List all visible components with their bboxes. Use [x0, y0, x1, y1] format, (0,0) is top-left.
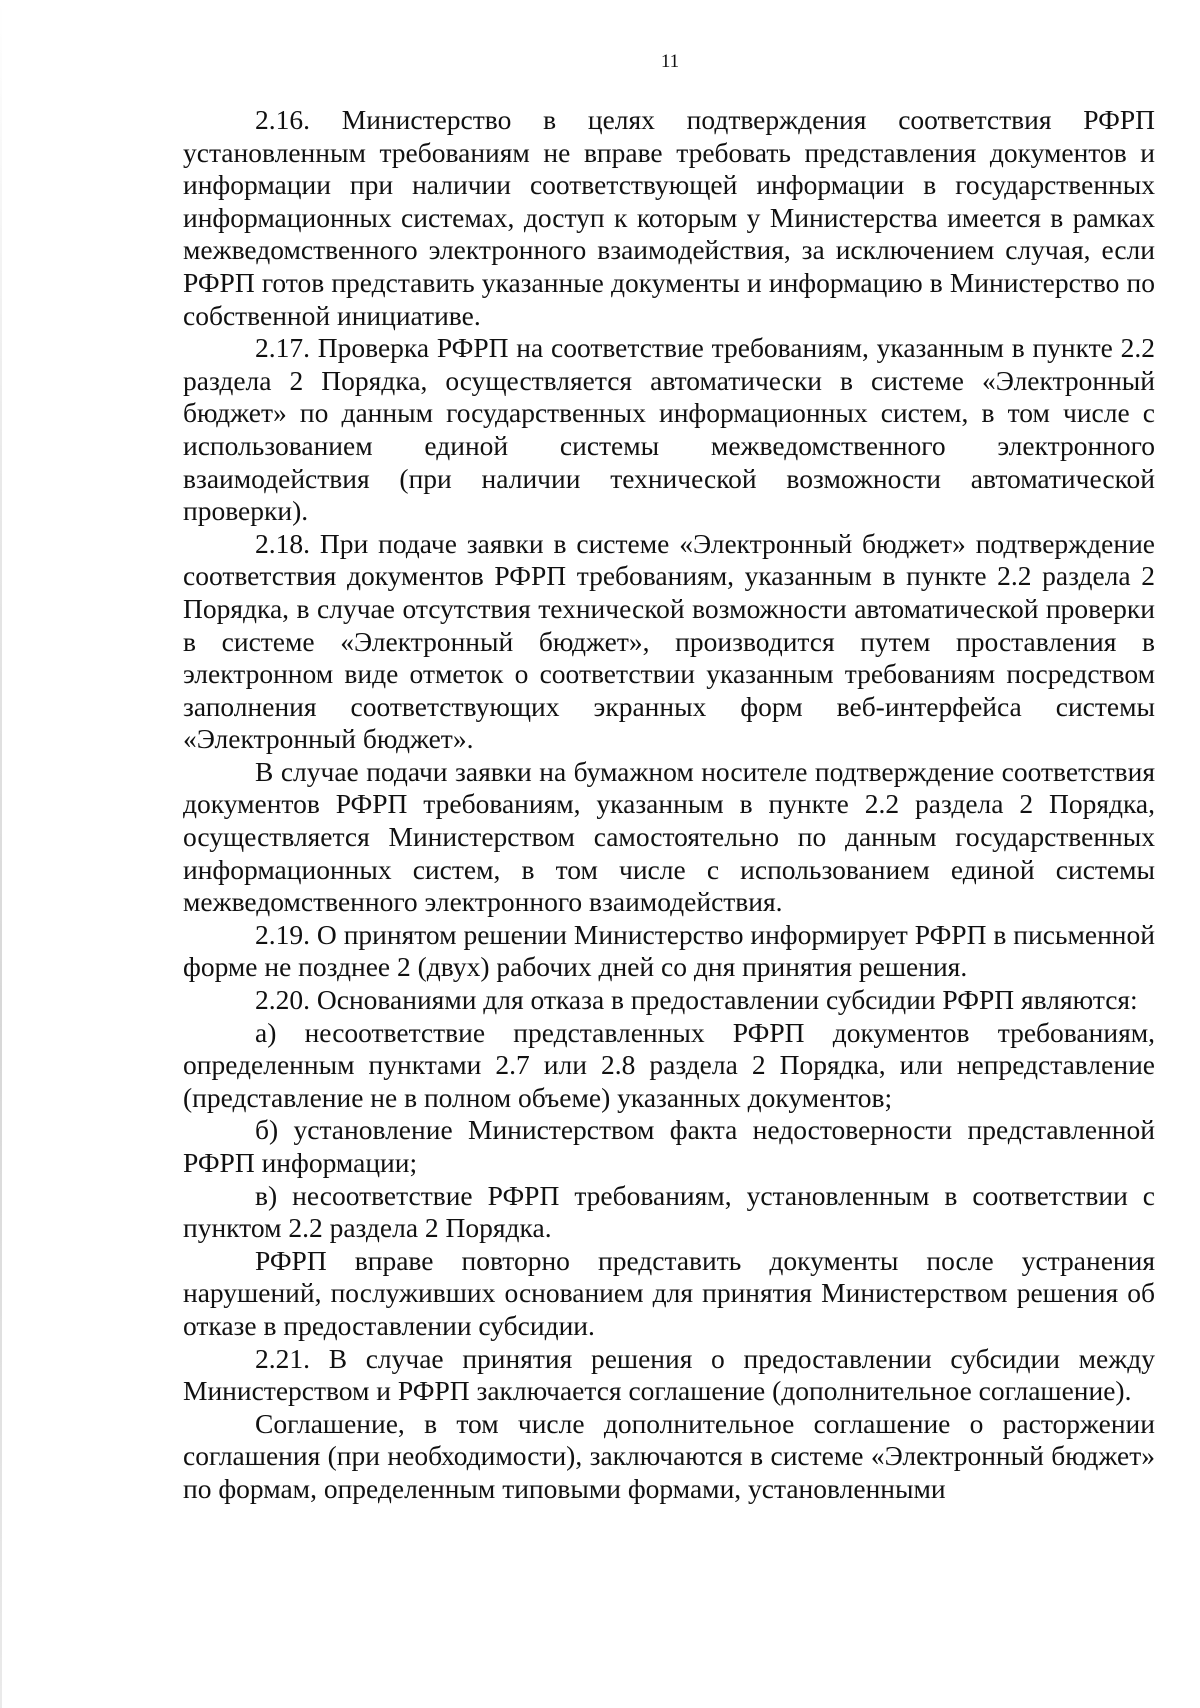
paragraph-agreement: Соглашение, в том числе дополнительное соглашение о расторжении соглашения (при необходимости), заключаются в системе «Электронный бюджет» по формам, определенным типовыми формами, установленными — [183, 1407, 1155, 1504]
paragraph-2-18: 2.18. При подаче заявки в системе «Электронный бюджет» подтверждение соответствия документов РФРП требованиям, указанным в пункте 2.2 раздела 2 Порядка, в случае отсутствия технической возможности автоматической проверки в системе «Электронный бюджет», производится путем проставления в электронном виде отметок о соответствии указанным требованиям посредством заполнения соответствующих экранных форм веб-интерфейса системы «Электронный бюджет». — [183, 527, 1155, 755]
list-item-b: б) установление Министерством факта недостоверности представленной РФРП информации; — [183, 1114, 1155, 1178]
paragraph-2-17: 2.17. Проверка РФРП на соответствие требованиям, указанным в пункте 2.2 раздела 2 Порядка, осуществляется автоматически в системе «Электронный бюджет» по данным государственных информационных систем, в том числе с использованием единой системы межведомственного электронного взаимодействия (при наличии технической возможности автоматической проверки). — [183, 332, 1155, 527]
page-number: 11 — [660, 51, 680, 72]
scan-edge — [0, 0, 2, 1708]
paragraph-2-19: 2.19. О принятом решении Министерство информирует РФРП в письменной форме не позднее 2 (двух) рабочих дней со дня принятия решения. — [183, 918, 1155, 983]
paragraph-2-21: 2.21. В случае принятия решения о предоставлении субсидии между Министерством и РФРП заключается соглашение (дополнительное соглашение). — [183, 1342, 1155, 1407]
paragraph-resubmission: РФРП вправе повторно представить документы после устранения нарушений, послуживших основанием для принятия Министерством решения об отказе в предоставлении субсидии. — [183, 1244, 1155, 1341]
list-item-a: а) несоответствие представленных РФРП документов требованиям, определенным пунктами 2.7 или 2.8 раздела 2 Порядка, или непредставление (представление не в полном объеме) указанных документов; — [183, 1016, 1155, 1113]
paragraph-2-16: 2.16. Министерство в целях подтверждения соответствия РФРП установленным требованиям не вправе требовать представления документов и информации при наличии соответствующей информации в государственных информационных системах, доступ к которым у Министерства имеется в рамках межведомственного электронного взаимодействия, за исключением случая, если РФРП готов представить указанные документы и информацию в Министерство по собственной инициативе. — [183, 104, 1155, 331]
paragraph-2-20: 2.20. Основаниями для отказа в предоставлении субсидии РФРП являются: — [255, 984, 1138, 1016]
list-item-v: в) несоответствие РФРП требованиям, установленным в соответствии с пунктом 2.2 раздела 2 Порядка. — [183, 1179, 1155, 1244]
paragraph-paper-submission: В случае подачи заявки на бумажном носителе подтверждение соответствия документов РФРП требованиям, указанным в пункте 2.2 раздела 2 Порядка, осуществляется Министерством самостоятельно по данным государственных информационных систем, в том числе с использованием единой системы межведомственного электронного взаимодействия. — [183, 755, 1155, 918]
document-body — [183, 104, 1155, 1506]
